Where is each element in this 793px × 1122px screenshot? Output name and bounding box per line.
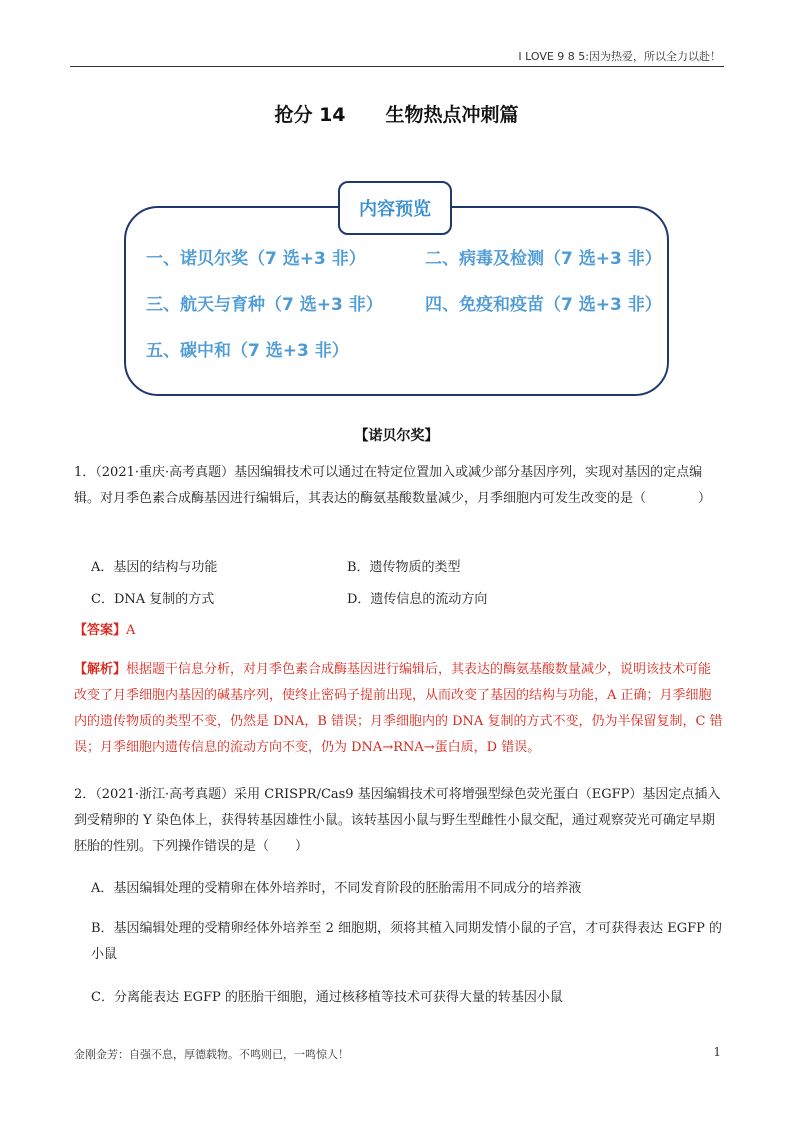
page-title [0, 100, 793, 127]
q2-stem: 2．（2021·浙江·高考真题）采用 CRISPR/Cas9 基因编辑技术可将增强型绿色荧光蛋白（EGFP）基因定点插入到受精卵的 Y 染色体上，获得转基因雄性小鼠。该转基因小鼠与野生型雌性小鼠交配，通过观察荧光可确定早期胚胎的性别。下列操作错误的是（ ） [74, 787, 721, 854]
answer-value: A [126, 623, 136, 638]
q1-stem: 1．（2021·重庆·高考真题）基因编辑技术可以通过在特定位置加入或减少部分基因序列，实现对基因的定点编辑。对月季色素合成酶基因进行编辑后，其表达的酶氨基酸数量减少，月季细胞内可发生改变的是（ ） [74, 465, 712, 506]
q2-option-c: C．分离能表达 EGFP 的胚胎干细胞，通过核移植等技术可获得大量的转基因小鼠 [91, 990, 563, 1005]
q1-option-c: C．DNA 复制的方式 [91, 592, 215, 607]
contents-label: 内容预览 [338, 181, 452, 235]
toc-item-carbon[interactable]: 五、碳中和（7 选+3 非） [146, 341, 349, 361]
analysis-tag: 【解析】 [74, 662, 127, 677]
analysis-text: 根据题干信息分析，对月季色素合成酶基因进行编辑后，其表达的酶氨基酸数量减少，说明该技术可能改变了月季细胞内基因的碱基序列，使终止密码子提前出现，从而改变了基因的结构与功能，A 正确；月季细胞内的遗传物质的类型不变，仍然是 DNA，B 错误；月季细胞内的 DNA 复制的方式不变，仍为半保留复制，C 错误；月季细胞内遗传信息的流动方向不变，仍为 DNA→RNA→蛋白质，D 错误。 [74, 662, 723, 755]
answer-tag: 【答案】 [74, 623, 127, 638]
q1-answer [74, 618, 135, 644]
q2-option-b: B．基因编辑处理的受精卵经体外培养至 2 细胞期，须将其植入同期发情小鼠的子宫，才可获得表达 EGFP 的小鼠 [91, 921, 722, 962]
toc-item-virus[interactable]: 二、病毒及检测（7 选+3 非） [425, 249, 662, 269]
header-slogan: I LOVE 9 8 5:因为热爱，所以全力以赴！ [518, 50, 721, 63]
toc-item-space[interactable]: 三、航天与育种（7 选+3 非） [146, 295, 383, 315]
header-divider [70, 66, 724, 67]
toc-item-nobel[interactable]: 一、诺贝尔奖（7 选+3 非） [146, 249, 366, 269]
page-number: 1 [713, 1045, 721, 1059]
q1-option-d: D．遗传信息的流动方向 [347, 592, 488, 607]
q2-option-a: A．基因编辑处理的受精卵在体外培养时，不同发育阶段的胚胎需用不同成分的培养液 [91, 881, 582, 896]
q1-option-b: B．遗传物质的类型 [347, 560, 461, 575]
title-subject: 生物热点冲刺篇 [385, 104, 519, 126]
q1-option-a: A．基因的结构与功能 [91, 560, 218, 575]
section-heading: 【诺贝尔奖】 [354, 428, 439, 444]
q1-analysis [74, 657, 724, 761]
title-number: 抢分 14 [274, 104, 346, 126]
footer-slogan: 金刚金芳：自强不息，厚德载物。不鸣则已，一鸣惊人！ [74, 1048, 349, 1061]
toc-item-vaccine[interactable]: 四、免疫和疫苗（7 选+3 非） [425, 295, 662, 315]
